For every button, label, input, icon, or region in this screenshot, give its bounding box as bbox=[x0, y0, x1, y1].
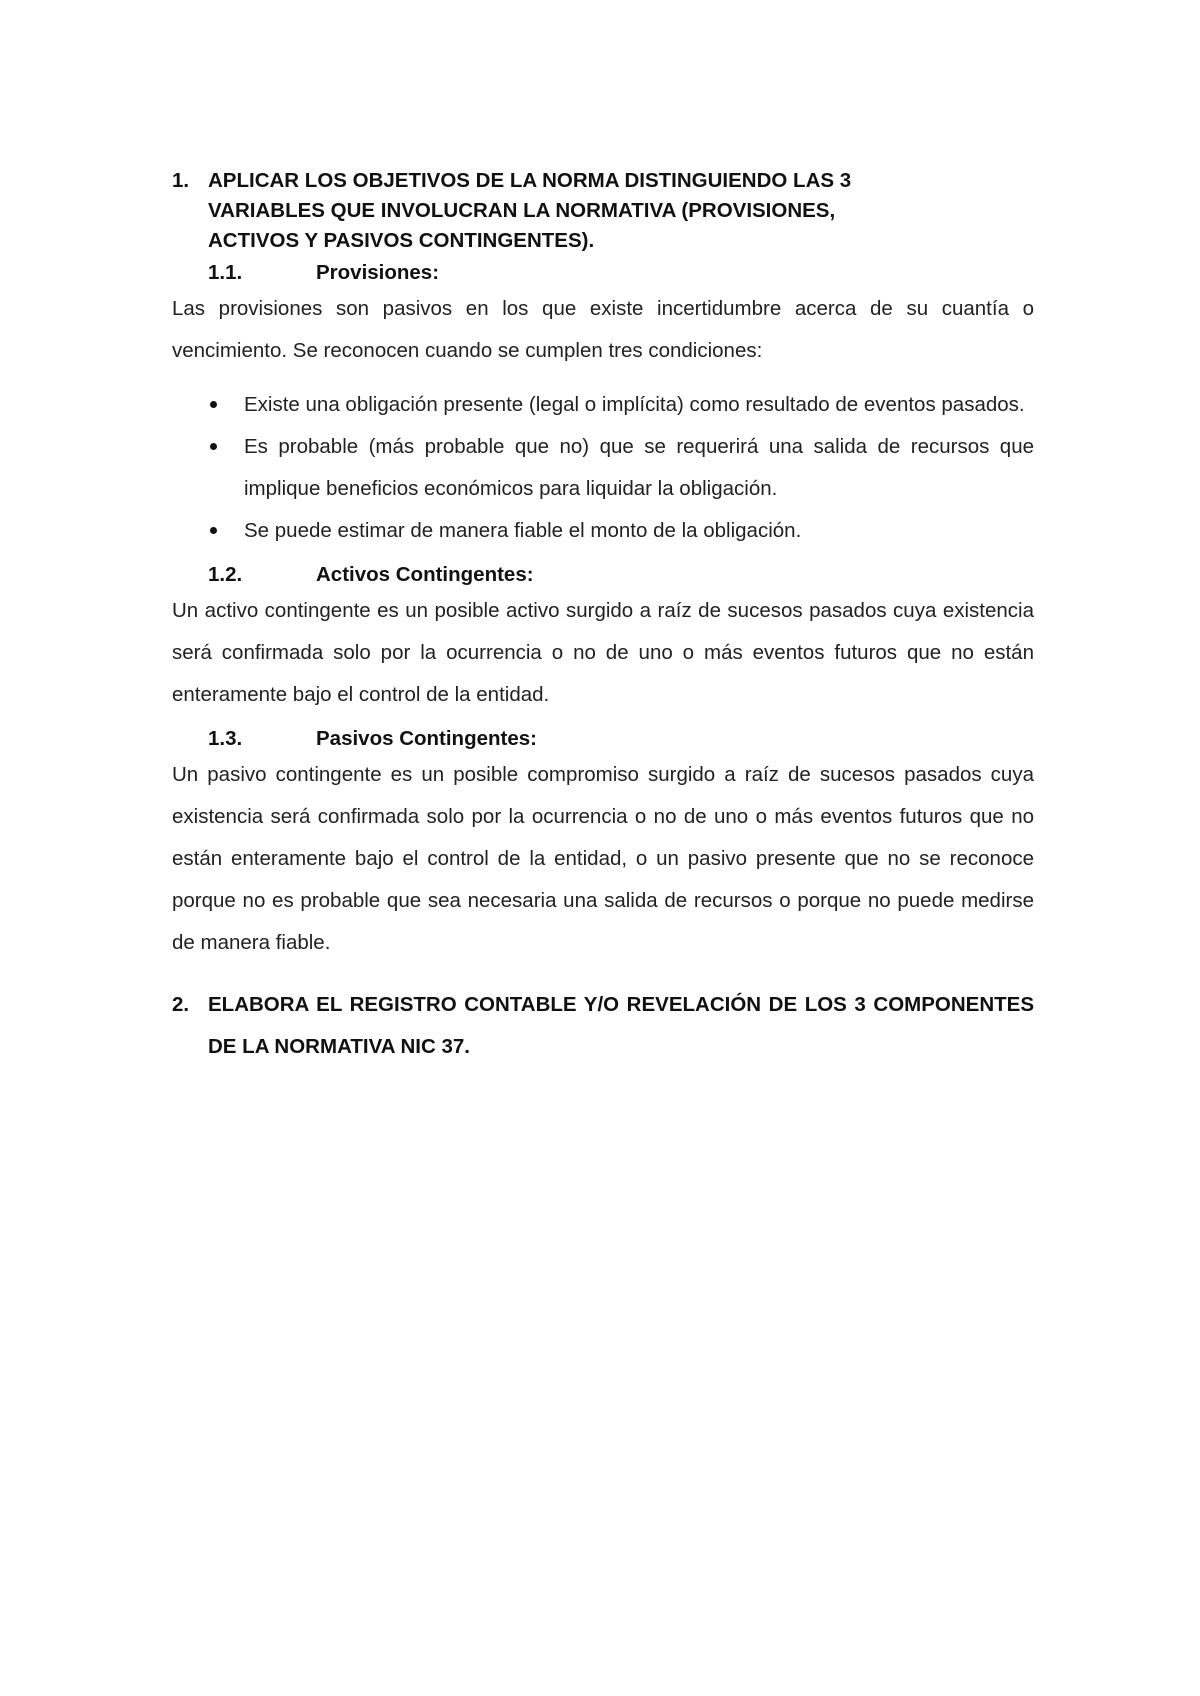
subsection-1-3-number: 1.3. bbox=[208, 727, 243, 750]
section-2-title: ELABORA EL REGISTRO CONTABLE Y/O REVELACIÓN DE LOS 3 COMPONENTES DE LA NORMATIVA NIC 37. bbox=[208, 993, 1034, 1058]
subsection-1-1-title: Provisiones: bbox=[316, 261, 440, 284]
subsection-1-1-number: 1.1. bbox=[208, 261, 243, 284]
section-1-heading bbox=[172, 166, 1034, 256]
section-1-title-line-1: APLICAR LOS OBJETIVOS DE LA NORMA DISTINGUIENDO LAS 3 bbox=[208, 169, 852, 192]
subsection-1-3-title: Pasivos Contingentes: bbox=[316, 727, 537, 750]
list-item-text: Es probable (más probable que no) que se requerirá una salida de recursos que implique beneficios económicos para liquidar la obligación. bbox=[244, 435, 1034, 500]
list-item-text: Se puede estimar de manera fiable el monto de la obligación. bbox=[244, 519, 802, 542]
provisiones-paragraph: Las provisiones son pasivos en los que existe incertidumbre acerca de su cuantía o vencimiento. Se reconocen cuando se cumplen tres condiciones: bbox=[172, 297, 1034, 362]
bullet-dot-icon bbox=[210, 443, 217, 450]
subsection-1-2-heading bbox=[208, 560, 1034, 590]
section-1-number: 1. bbox=[172, 169, 190, 192]
list-item bbox=[172, 510, 1034, 552]
document-body bbox=[172, 166, 1034, 1068]
subsection-1-1-heading bbox=[208, 258, 1034, 288]
subsection-1-2-title: Activos Contingentes: bbox=[316, 563, 534, 586]
provisiones-conditions-list bbox=[172, 384, 1034, 552]
list-item-text: Existe una obligación presente (legal o implícita) como resultado de eventos pasados. bbox=[244, 393, 1025, 416]
bullet-dot-icon bbox=[210, 527, 217, 534]
list-item bbox=[172, 426, 1034, 510]
bullet-dot-icon bbox=[210, 401, 217, 408]
subsection-1-3-heading bbox=[208, 724, 1034, 754]
section-2-number: 2. bbox=[172, 993, 190, 1016]
subsection-1-2-number: 1.2. bbox=[208, 563, 243, 586]
section-1-title-line-3: ACTIVOS Y PASIVOS CONTINGENTES). bbox=[208, 229, 595, 252]
section-1-title-line-2: VARIABLES QUE INVOLUCRAN LA NORMATIVA (PROVISIONES, bbox=[208, 199, 836, 222]
section-2-heading bbox=[172, 984, 1034, 1068]
activos-contingentes-paragraph: Un activo contingente es un posible activo surgido a raíz de sucesos pasados cuya existencia será confirmada solo por la ocurrencia o no de uno o más eventos futuros que no están enteramente bajo el control de la entidad. bbox=[172, 599, 1034, 706]
list-item bbox=[172, 384, 1034, 426]
pasivos-contingentes-paragraph: Un pasivo contingente es un posible compromiso surgido a raíz de sucesos pasados cuya existencia será confirmada solo por la ocurrencia o no de uno o más eventos futuros que no están enteramente bajo el control de la entidad, o un pasivo presente que no se reconoce porque no es probable que sea necesaria una salida de recursos o porque no puede medirse de manera fiable. bbox=[172, 763, 1034, 954]
